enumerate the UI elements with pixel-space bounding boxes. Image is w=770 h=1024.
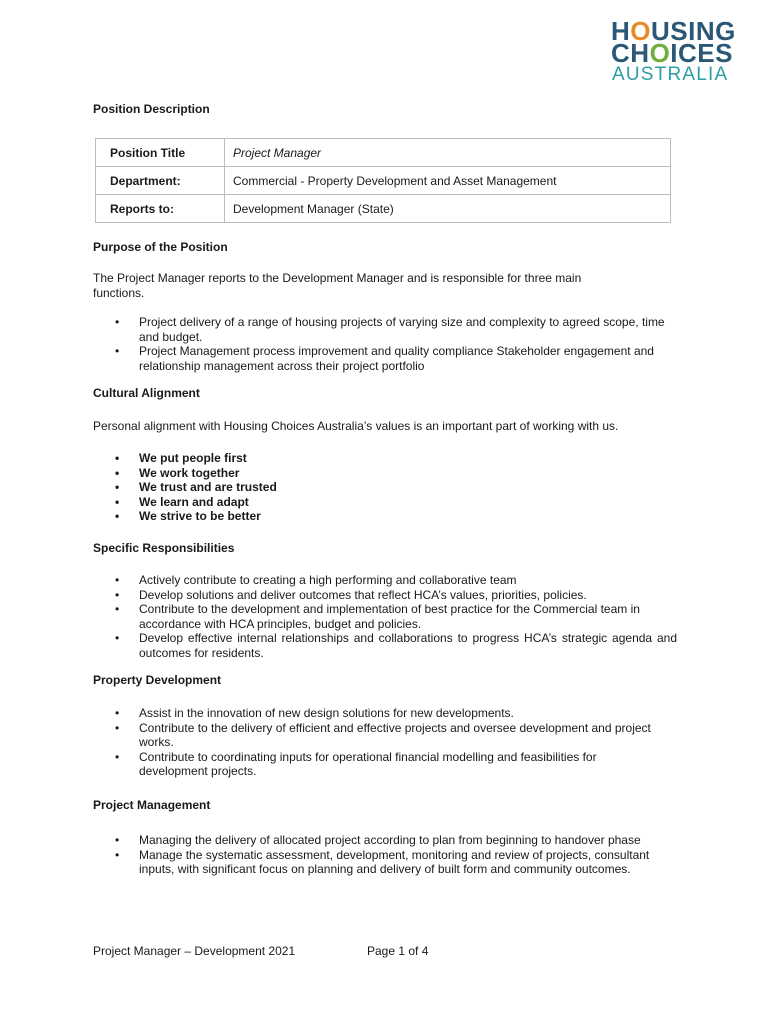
housing-choices-logo: HOUSING CHOICES AUSTRALIA: [611, 16, 736, 85]
list-item: • Project Management process improvement and quality compliance Stakeholder engagement and relationship management across their project portfolio: [115, 344, 654, 373]
purpose-intro: The Project Manager reports to the Development Manager and is responsible for three main functions.: [93, 271, 582, 300]
purpose-list: [93, 315, 683, 373]
list-item: • We strive to be better: [115, 509, 261, 523]
list-item: • Manage the systematic assessment, development, monitoring and review of projects, consultant inputs, with significant focus on planning and delivery of built form and community outcomes.: [115, 847, 650, 876]
list-item: • Contribute to coordinating inputs for operational financial modelling and feasibilities for development projects.: [115, 749, 597, 778]
project-management-list: [93, 833, 673, 877]
list-item: • Contribute to the delivery of efficient and effective projects and oversee development and project works.: [115, 720, 651, 749]
property-list: [93, 706, 663, 779]
values-list: [93, 451, 677, 524]
list-item: • Managing the delivery of allocated project according to plan from beginning to handover phase: [115, 833, 641, 847]
project-management-heading: Project Management: [93, 798, 211, 812]
list-item: • Contribute to the development and implementation of best practice for the Commercial team in accordance with HCA principles, budget and policies.: [115, 602, 640, 631]
list-item: • Assist in the innovation of new design solutions for new developments.: [115, 706, 514, 720]
reports-to-value: Development Manager (State): [225, 195, 671, 223]
position-info-table: [95, 138, 671, 223]
list-item: • We put people first: [115, 451, 247, 465]
table-row: [96, 167, 671, 195]
position-title-value: Project Manager: [225, 139, 671, 167]
specific-heading: Specific Responsibilities: [93, 541, 235, 555]
footer-page-number: Page 1 of 4: [367, 944, 429, 958]
reports-to-label: Reports to:: [96, 195, 225, 223]
list-item: • We work together: [115, 465, 240, 480]
position-title-label: Position Title: [96, 139, 225, 167]
table-row: [96, 195, 671, 223]
property-heading: Property Development: [93, 673, 222, 687]
list-item: • Develop solutions and deliver outcomes that reflect HCA’s values, priorities, policies.: [115, 587, 587, 602]
department-label: Department:: [96, 167, 225, 195]
table-row: [96, 139, 671, 167]
cultural-heading: Cultural Alignment: [93, 386, 200, 400]
purpose-heading: Purpose of the Position: [93, 240, 228, 254]
list-item: • We learn and adapt: [115, 494, 249, 509]
list-item: • Actively contribute to creating a high performing and collaborative team: [115, 573, 517, 587]
footer-document-name: Project Manager – Development 2021: [93, 944, 296, 958]
list-item: • We trust and are trusted: [115, 480, 277, 494]
list-item: • Project delivery of a range of housing projects of varying size and complexity to agreed scope, time and budget.: [115, 315, 665, 344]
cultural-intro: Personal alignment with Housing Choices Australia’s values is an important part of working with us.: [93, 419, 619, 433]
list-item: • Develop effective internal relationships and collaborations to progress HCA’s strategic agenda and outcomes for residents.: [115, 631, 677, 660]
department-value: Commercial - Property Development and Asset Management: [225, 167, 671, 195]
specific-list: [93, 573, 677, 660]
doc-title: Position Description: [93, 102, 210, 116]
